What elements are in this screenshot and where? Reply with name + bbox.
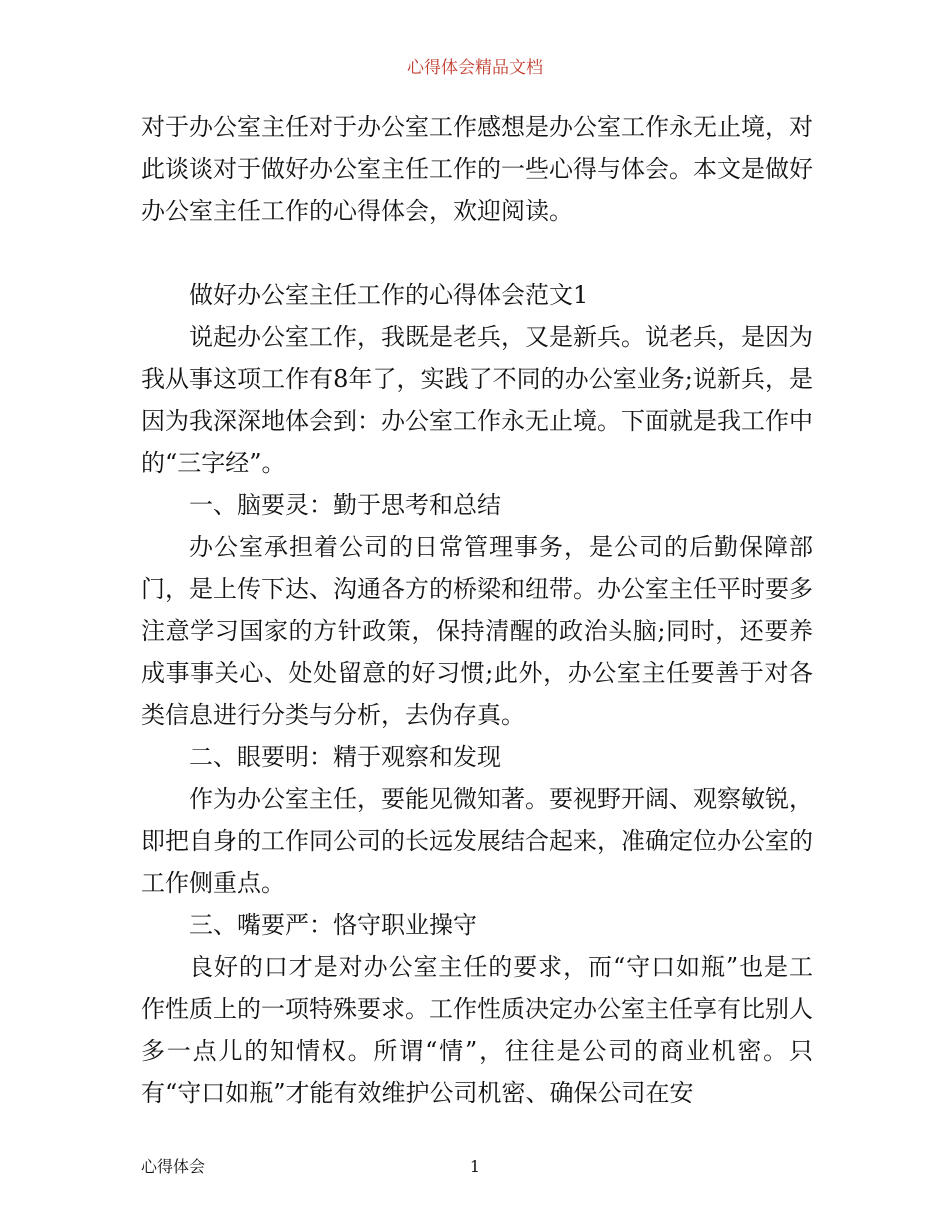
page-header-title: 心得体会精品文档 [407, 58, 543, 78]
body-paragraph: 良好的口才是对办公室主任的要求，而“守口如瓶”也是工作性质上的一项特殊要求。工作性质决定办公室主任享有比别人多一点儿的知情权。所谓“情”，往往是公司的商业机密。只有“守口如瓶”才能有效维护公司机密、确保公司在安 [141, 953, 813, 1107]
paragraph-spacer [141, 232, 813, 274]
footer-label: 心得体会 [141, 1157, 206, 1176]
body-paragraph: 办公室承担着公司的日常管理事务，是公司的后勤保障部门，是上传下达、沟通各方的桥梁和纽带。办公室主任平时要多注意学习国家的方针政策，保持清醒的政治头脑;同时，还要养成事事关心、处处留意的好习惯;此外，办公室主任要善于对各类信息进行分类与分析，去伪存真。 [141, 533, 813, 729]
section-heading-3: 三、嘴要严：恪守职业操守 [189, 911, 477, 939]
body-paragraph: 说起办公室工作，我既是老兵，又是新兵。说老兵，是因为我从事这项工作有8年了，实践了不同的办公室业务;说新兵，是因为我深深地体会到：办公室工作永无止境。下面就是我工作中的“三字经”。 [141, 323, 813, 477]
section-title: 做好办公室主任工作的心得体会范文1 [189, 281, 589, 309]
intro-paragraph: 对于办公室主任对于办公室工作感想是办公室工作永无止境，对此谈谈对于做好办公室主任工作的一些心得与体会。本文是做好办公室主任工作的心得体会，欢迎阅读。 [141, 113, 813, 225]
section-heading-1: 一、脑要灵：勤于思考和总结 [189, 491, 501, 519]
section-heading-2: 二、眼要明：精于观察和发现 [189, 743, 501, 771]
document-body [141, 106, 813, 1114]
body-paragraph: 作为办公室主任，要能见微知著。要视野开阔、观察敏锐，即把自身的工作同公司的长远发展结合起来，准确定位办公室的工作侧重点。 [141, 785, 813, 897]
page-number: 1 [469, 1157, 481, 1176]
